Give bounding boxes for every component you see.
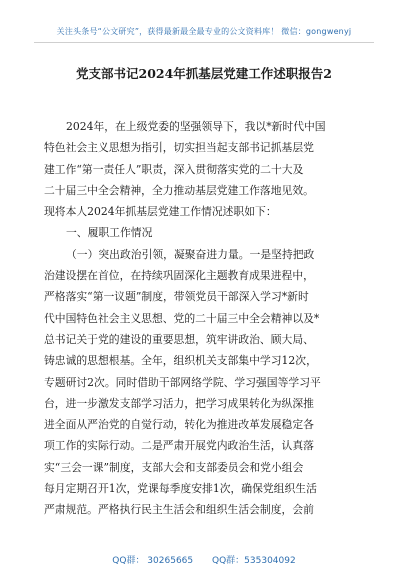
- body-line: 每月定期召开1次，党课每季度安排1次，确保党组织生活: [44, 482, 317, 496]
- body-line: 现将本人2024年抓基层党建工作情况述职如下：: [44, 205, 277, 219]
- document-title: 党支部书记2024年抓基层党建工作述职报告2: [76, 66, 332, 81]
- body-line: 严格落实“第一议题”制度，带领党员干部深入学习*新时: [44, 290, 309, 304]
- body-line: 二十届三中全会精神，全力推动基层党建工作落地见效。: [44, 183, 314, 197]
- body-line: 严肃规范。严格执行民主生活会和组织生活会制度，会前: [44, 503, 314, 517]
- body-line: 铸忠诚的思想根基。全年，组织机关支部集中学习12次，: [44, 354, 317, 368]
- body-line: 进全面从严治党的自觉行动，转化为推进改革发展稳定各: [44, 418, 314, 432]
- footer-contact: [0, 553, 408, 566]
- header-banner: 关注头条号“公文研究”，获得最新最全最专业的公文资料库！ 微信：gongwenyj: [56, 27, 352, 36]
- footer-qq-group-1: QQ群： 30265665: [112, 556, 194, 566]
- body-line: 总书记关于党的建设的重要思想，筑牢讲政治、顾大局、: [44, 332, 314, 346]
- body-line: 项工作的实际行动。二是严肃开展党内政治生活，认真落: [44, 439, 314, 453]
- body-line: 特色社会主义思想为指引，切实担当起支部书记抓基层党: [44, 141, 314, 155]
- body-line: 专题研讨2次。同时借助干部网络学院、学习强国等学习平: [44, 375, 321, 389]
- section-heading: 一、履职工作情况: [66, 226, 153, 240]
- document-body: [44, 116, 366, 521]
- body-line: 代中国特色社会主义思想、党的二十届三中全会精神以及*: [44, 311, 320, 325]
- body-line: 实“三会一课”制度，支部大会和支部委员会和党小组会: [44, 460, 304, 474]
- body-line: 治建设摆在首位，在持续巩固深化主题教育成果进程中，: [44, 269, 314, 283]
- body-line: 2024年，在上级党委的坚强领导下，我以*新时代中国: [66, 120, 326, 133]
- body-line: 建工作“第一责任人”职责，深入贯彻落实党的二十大及: [44, 162, 304, 176]
- header-divider: [34, 42, 374, 43]
- footer-qq-group-2: QQ群：535304092: [212, 556, 296, 566]
- body-line: （一）突出政治引领，凝聚奋进力量。一是坚持把政: [66, 247, 315, 261]
- body-line: 台，进一步激发支部学习活力，把学习成果转化为纵深推: [44, 396, 314, 410]
